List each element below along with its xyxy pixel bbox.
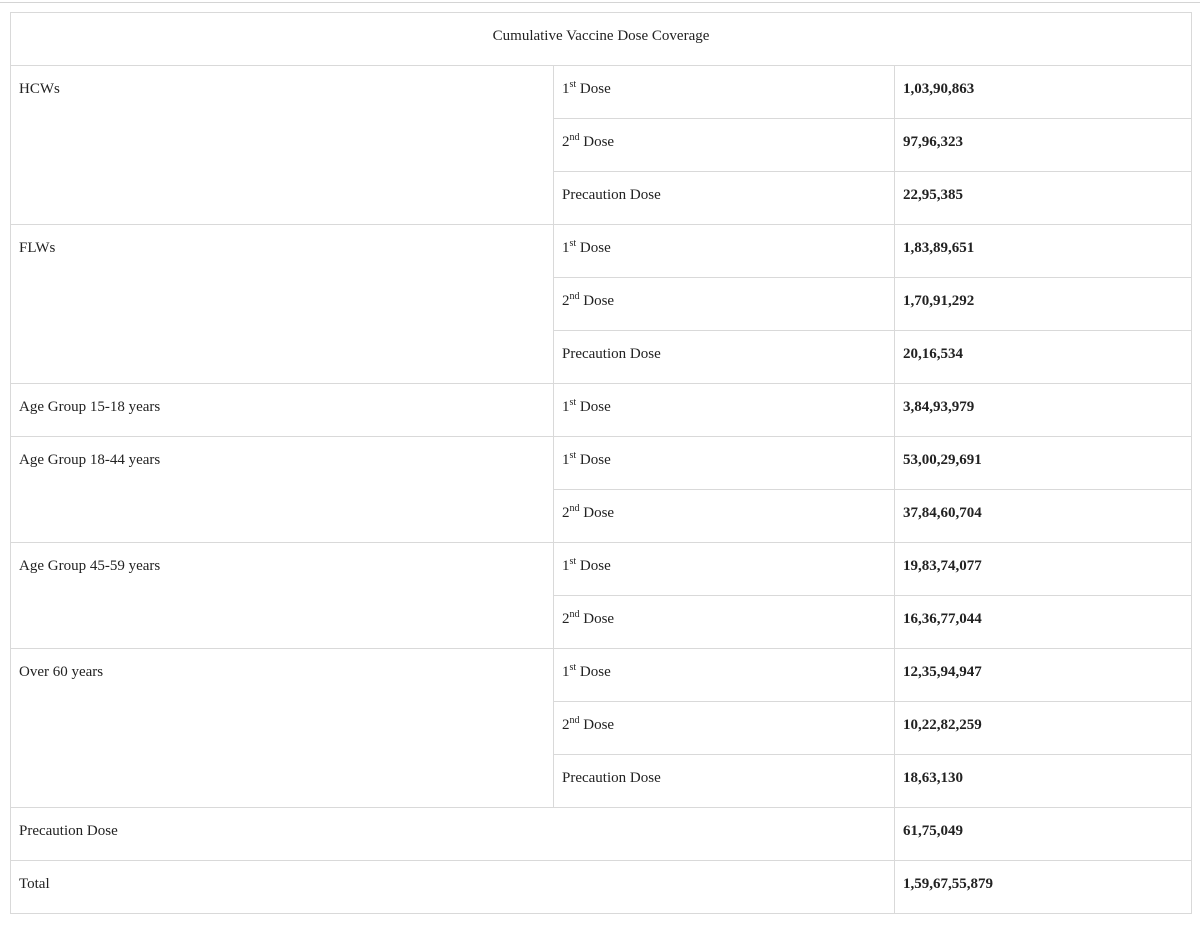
- value-cell: [895, 755, 1192, 808]
- dose-count: 12,35,94,947: [903, 664, 982, 680]
- dose-cell: [554, 172, 895, 225]
- vaccine-coverage-table: [10, 12, 1192, 914]
- table-row: [11, 543, 1192, 596]
- dose-label: Precaution Dose: [562, 770, 661, 786]
- value-cell: [895, 490, 1192, 543]
- table-title-row: [11, 13, 1192, 66]
- dose-cell: [554, 384, 895, 437]
- dose-label: Precaution Dose: [562, 346, 661, 362]
- dose-count: 37,84,60,704: [903, 505, 982, 521]
- group-label-cell: [11, 66, 554, 225]
- dose-cell: [554, 119, 895, 172]
- table-row: [11, 649, 1192, 702]
- group-label: Age Group 15-18 years: [19, 399, 161, 415]
- summary-label: Precaution Dose: [19, 823, 118, 839]
- dose-label: 2nd Dose: [562, 132, 615, 150]
- dose-count: 20,16,534: [903, 346, 963, 362]
- dose-label: 2nd Dose: [562, 609, 615, 627]
- group-label-cell: [11, 384, 554, 437]
- summary-row: [11, 808, 1192, 861]
- value-cell: [895, 543, 1192, 596]
- dose-count: 22,95,385: [903, 187, 963, 203]
- group-label: Age Group 18-44 years: [19, 452, 161, 468]
- top-divider: [0, 2, 1200, 3]
- dose-label: 2nd Dose: [562, 503, 615, 521]
- dose-cell: [554, 755, 895, 808]
- table-row: [11, 384, 1192, 437]
- total-row: [11, 861, 1192, 914]
- dose-cell: [554, 225, 895, 278]
- value-cell: [895, 278, 1192, 331]
- dose-label: Precaution Dose: [562, 187, 661, 203]
- group-label: Age Group 45-59 years: [19, 558, 161, 574]
- total-count: 1,59,67,55,879: [903, 876, 993, 892]
- value-cell: [895, 225, 1192, 278]
- group-label-cell: [11, 225, 554, 384]
- group-label: FLWs: [19, 240, 56, 256]
- summary-label-cell: [11, 808, 895, 861]
- value-cell: [895, 66, 1192, 119]
- group-label: Over 60 years: [19, 664, 104, 680]
- value-cell: [895, 596, 1192, 649]
- table-title-cell: [11, 13, 1192, 66]
- value-cell: [895, 119, 1192, 172]
- value-cell: [895, 649, 1192, 702]
- dose-count: 10,22,82,259: [903, 717, 982, 733]
- dose-count: 16,36,77,044: [903, 611, 982, 627]
- dose-count: 53,00,29,691: [903, 452, 982, 468]
- dose-label: 1st Dose: [562, 662, 611, 680]
- dose-cell: [554, 66, 895, 119]
- dose-cell: [554, 490, 895, 543]
- dose-count: 97,96,323: [903, 134, 963, 150]
- dose-label: 2nd Dose: [562, 291, 615, 309]
- dose-label: 1st Dose: [562, 450, 611, 468]
- dose-count: 18,63,130: [903, 770, 963, 786]
- dose-cell: [554, 649, 895, 702]
- dose-count: 1,83,89,651: [903, 240, 975, 256]
- summary-count: 61,75,049: [903, 823, 963, 839]
- dose-count: 1,70,91,292: [903, 293, 975, 309]
- dose-label: 1st Dose: [562, 238, 611, 256]
- group-label-cell: [11, 649, 554, 808]
- dose-count: 1,03,90,863: [903, 81, 975, 97]
- dose-cell: [554, 331, 895, 384]
- dose-count: 19,83,74,077: [903, 558, 982, 574]
- group-label: HCWs: [19, 81, 60, 97]
- dose-cell: [554, 437, 895, 490]
- value-cell: [895, 861, 1192, 914]
- dose-cell: [554, 596, 895, 649]
- dose-cell: [554, 702, 895, 755]
- dose-cell: [554, 543, 895, 596]
- table-title: Cumulative Vaccine Dose Coverage: [492, 28, 710, 44]
- value-cell: [895, 331, 1192, 384]
- dose-cell: [554, 278, 895, 331]
- table-row: [11, 437, 1192, 490]
- dose-label: 1st Dose: [562, 397, 611, 415]
- table-row: [11, 66, 1192, 119]
- dose-label: 1st Dose: [562, 556, 611, 574]
- value-cell: [895, 172, 1192, 225]
- dose-label: 1st Dose: [562, 79, 611, 97]
- value-cell: [895, 702, 1192, 755]
- dose-count: 3,84,93,979: [903, 399, 975, 415]
- total-label-cell: [11, 861, 895, 914]
- value-cell: [895, 808, 1192, 861]
- table-row: [11, 225, 1192, 278]
- value-cell: [895, 437, 1192, 490]
- total-label: Total: [19, 876, 50, 892]
- group-label-cell: [11, 437, 554, 543]
- value-cell: [895, 384, 1192, 437]
- group-label-cell: [11, 543, 554, 649]
- dose-label: 2nd Dose: [562, 715, 615, 733]
